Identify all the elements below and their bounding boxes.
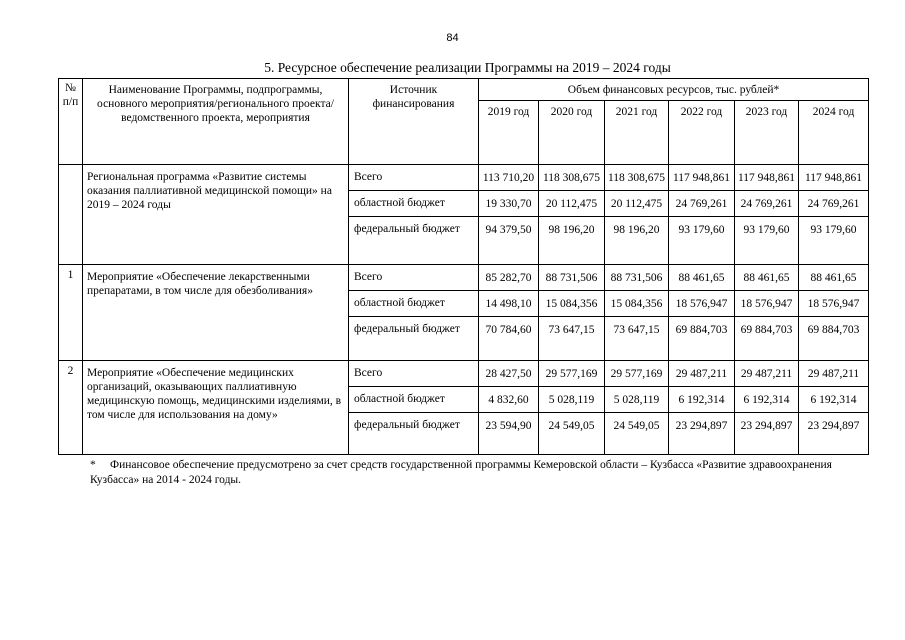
measure-name: Мероприятие «Обеспечение лекарственными препаратами, в том числе для обезболивания»: [83, 265, 349, 361]
value-cell: 23 294,897: [799, 413, 869, 455]
header-year: 2020 год: [539, 101, 605, 165]
row-number: 1: [59, 265, 83, 361]
value-cell: 117 948,861: [735, 165, 799, 191]
value-cell: 118 308,675: [605, 165, 669, 191]
program-name: Региональная программа «Развитие системы оказания паллиативной медицинской помощи» на 2019 – 2024 годы: [83, 165, 349, 265]
value-cell: 18 576,947: [669, 291, 735, 317]
value-cell: 88 731,506: [539, 265, 605, 291]
value-cell: 14 498,10: [479, 291, 539, 317]
header-num: № п/п: [59, 79, 83, 165]
value-cell: 98 196,20: [539, 217, 605, 265]
value-cell: 73 647,15: [539, 317, 605, 361]
header-year: 2019 год: [479, 101, 539, 165]
value-cell: 98 196,20: [605, 217, 669, 265]
value-cell: 29 577,169: [539, 361, 605, 387]
value-cell: 94 379,50: [479, 217, 539, 265]
header-year: 2023 год: [735, 101, 799, 165]
header-volume: Объем финансовых ресурсов, тыс. рублей*: [479, 79, 869, 101]
value-cell: 117 948,861: [669, 165, 735, 191]
value-cell: 70 784,60: [479, 317, 539, 361]
funding-source: Всего: [349, 265, 479, 291]
footnote-marker: *: [90, 459, 96, 471]
value-cell: 28 427,50: [479, 361, 539, 387]
value-cell: 23 294,897: [735, 413, 799, 455]
value-cell: 117 948,861: [799, 165, 869, 191]
value-cell: 6 192,314: [669, 387, 735, 413]
value-cell: 88 461,65: [735, 265, 799, 291]
value-cell: 18 576,947: [735, 291, 799, 317]
footnote-text: Финансовое обеспечение предусмотрено за счет средств государственной программы Кемеровской области – Кузбасса «Развитие здравоохранения Кузбасса» на 2014 - 2024 годы.: [90, 459, 832, 486]
funding-source: Всего: [349, 165, 479, 191]
value-cell: 93 179,60: [799, 217, 869, 265]
row-number: [59, 165, 83, 265]
value-cell: 69 884,703: [669, 317, 735, 361]
value-cell: 93 179,60: [669, 217, 735, 265]
page-number: 84: [446, 32, 459, 44]
value-cell: 24 769,261: [735, 191, 799, 217]
header-row-top: [59, 79, 869, 101]
value-cell: 88 461,65: [799, 265, 869, 291]
value-cell: 29 487,211: [735, 361, 799, 387]
value-cell: 29 577,169: [605, 361, 669, 387]
value-cell: 4 832,60: [479, 387, 539, 413]
header-name: Наименование Программы, подпрограммы, основного мероприятия/регионального проекта/ ведомственного проекта, мероприятия: [83, 79, 349, 165]
funding-source: федеральный бюджет: [349, 413, 479, 455]
value-cell: 6 192,314: [799, 387, 869, 413]
value-cell: 6 192,314: [735, 387, 799, 413]
funding-source: федеральный бюджет: [349, 317, 479, 361]
value-cell: 23 594,90: [479, 413, 539, 455]
table-row: [59, 165, 869, 191]
table-row: [59, 361, 869, 387]
value-cell: 29 487,211: [669, 361, 735, 387]
funding-source: Всего: [349, 361, 479, 387]
funding-source: областной бюджет: [349, 191, 479, 217]
value-cell: 15 084,356: [605, 291, 669, 317]
value-cell: 69 884,703: [735, 317, 799, 361]
value-cell: 5 028,119: [605, 387, 669, 413]
value-cell: 24 769,261: [669, 191, 735, 217]
footnote: [90, 458, 870, 488]
header-year: 2022 год: [669, 101, 735, 165]
value-cell: 24 549,05: [539, 413, 605, 455]
value-cell: 69 884,703: [799, 317, 869, 361]
funding-source: областной бюджет: [349, 387, 479, 413]
value-cell: 20 112,475: [605, 191, 669, 217]
row-number: 2: [59, 361, 83, 455]
value-cell: 118 308,675: [539, 165, 605, 191]
header-year: 2024 год: [799, 101, 869, 165]
measure-name: Мероприятие «Обеспечение медицинских организаций, оказывающих паллиативную медицинскую помощь, медицинскими изделиями, в том числе для использования на дому»: [83, 361, 349, 455]
table-row: [59, 265, 869, 291]
value-cell: 88 461,65: [669, 265, 735, 291]
value-cell: 23 294,897: [669, 413, 735, 455]
value-cell: 20 112,475: [539, 191, 605, 217]
value-cell: 85 282,70: [479, 265, 539, 291]
header-year: 2021 год: [605, 101, 669, 165]
value-cell: 24 769,261: [799, 191, 869, 217]
value-cell: 29 487,211: [799, 361, 869, 387]
value-cell: 24 549,05: [605, 413, 669, 455]
value-cell: 73 647,15: [605, 317, 669, 361]
value-cell: 113 710,20: [479, 165, 539, 191]
value-cell: 5 028,119: [539, 387, 605, 413]
value-cell: 15 084,356: [539, 291, 605, 317]
resource-table: [58, 78, 869, 455]
value-cell: 18 576,947: [799, 291, 869, 317]
document-title: 5. Ресурсное обеспечение реализации Программы на 2019 – 2024 годы: [264, 60, 671, 75]
funding-source: федеральный бюджет: [349, 217, 479, 265]
value-cell: 88 731,506: [605, 265, 669, 291]
funding-source: областной бюджет: [349, 291, 479, 317]
value-cell: 19 330,70: [479, 191, 539, 217]
value-cell: 93 179,60: [735, 217, 799, 265]
header-source: Источник финансирования: [349, 79, 479, 165]
